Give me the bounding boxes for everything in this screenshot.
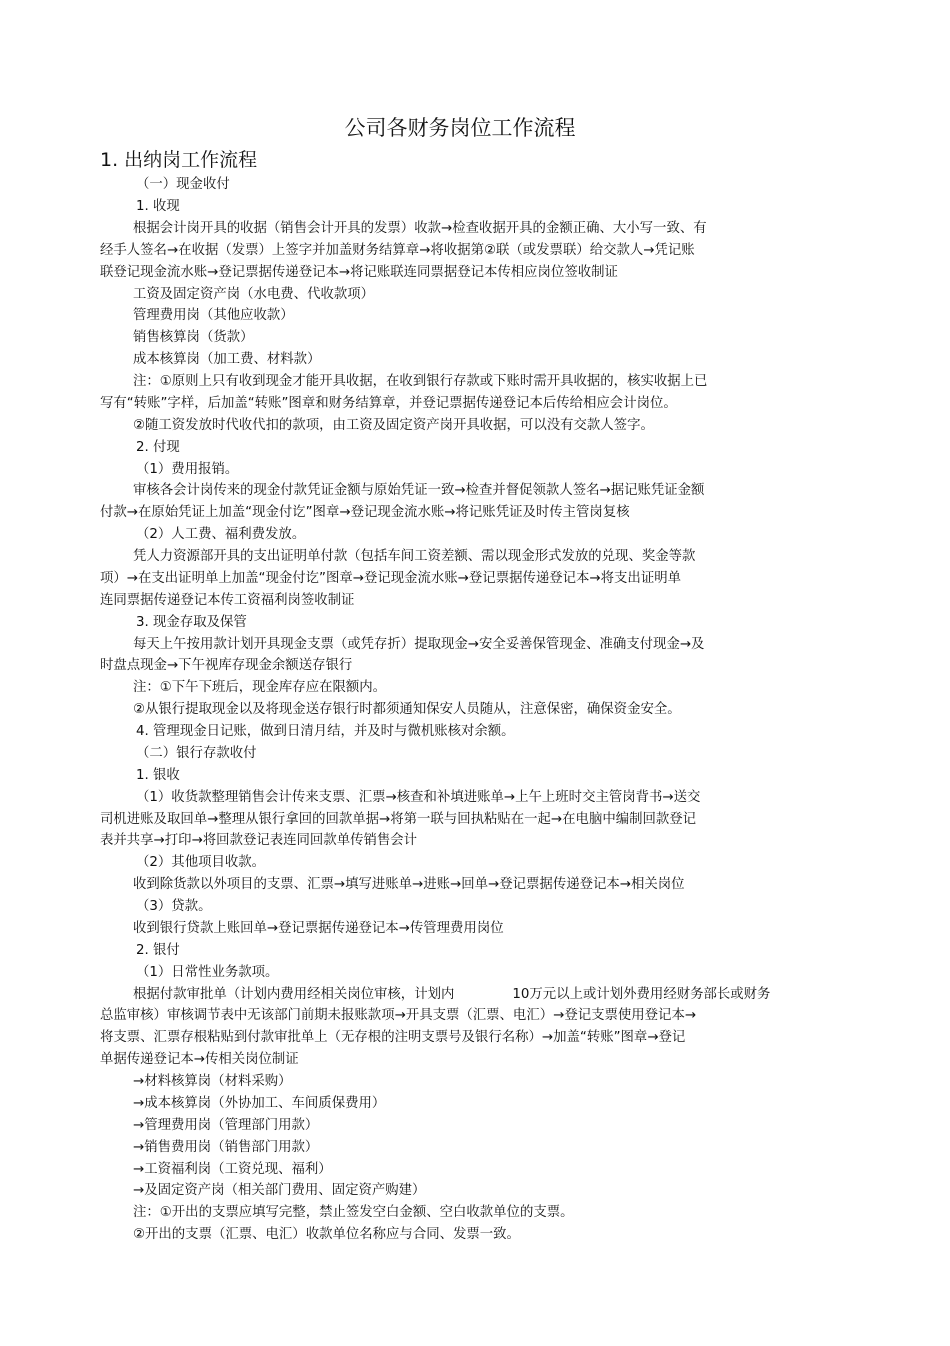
note-line: 注：①下午下班后，现金库存应在限额内。: [133, 680, 387, 695]
paragraph-line: 审核各会计岗传来的现金付款凭证金额与原始凭证一致→检查并督促领款人签名→据记账凭证金额: [133, 483, 705, 498]
paragraph-line: 项）→在支出证明单上加盖“现金付讫”图章→登记现金流水账→登记票据传递登记本→将支出证明单: [100, 571, 681, 586]
sub-item-heading: （3）贷款。: [136, 899, 212, 914]
item-heading: 4. 管理现金日记账，做到日清月结，并及时与微机账核对余额。: [136, 724, 515, 739]
paragraph-line: 时盘点现金→下午视库存现金余额送存银行: [100, 658, 353, 673]
paragraph-line: 联登记现金流水账→登记票据传递登记本→将记账联连同票据登记本传相应岗位签收制证: [100, 265, 618, 280]
paragraph-line: 凭人力资源部开具的支出证明单付款（包括车间工资差额、需以现金形式发放的兑现、奖金等款: [133, 549, 696, 564]
item-heading: 1. 银收: [136, 768, 180, 783]
item-heading: 1. 收现: [136, 199, 180, 214]
note-line: ②随工资发放时代收代扣的款项，由工资及固定资产岗开具收据，可以没有交款人签字。: [133, 418, 654, 433]
paragraph-line: 表并共享→打印→将回款登记表连同回款单传销售会计: [100, 833, 418, 848]
paragraph-line: （1）收货款整理销售会计传来支票、汇票→核查和补填进账单→上午上班时交主管岗背书→送交: [136, 790, 701, 805]
subsection-heading: （二）银行存款收付: [136, 746, 257, 761]
paragraph-line: 连同票据传递登记本传工资福利岗签收制证: [100, 593, 355, 608]
paragraph-line: 总监审核）审核调节表中无该部门前期未报账款项→开具支票（汇票、电汇）→登记支票使用登记本→: [100, 1008, 697, 1023]
item-heading: 3. 现金存取及保管: [136, 615, 247, 630]
note-line: 注：①原则上只有收到现金才能开具收据，在收到银行存款或下账时需开具收据的，核实收据上已: [133, 374, 708, 389]
paragraph-line: 成本核算岗（加工费、材料款）: [133, 352, 321, 367]
item-heading: 2. 银付: [136, 943, 180, 958]
list-item: →管理费用岗（管理部门用款）: [133, 1118, 319, 1133]
list-item: →销售费用岗（销售部门用款）: [133, 1140, 319, 1155]
paragraph-line: [133, 985, 770, 1005]
section-heading: 1. 出纳岗工作流程: [100, 149, 258, 171]
note-line: ②从银行提取现金以及将现金送存银行时都须通知保安人员随从，注意保密，确保资金安全。: [133, 702, 681, 717]
paragraph-line: 付款→在原始凭证上加盖“现金付讫”图章→登记现金流水账→将记账凭证及时传主管岗复核: [100, 505, 630, 520]
paragraph-segment: 根据付款审批单（计划内费用经相关岗位审核，计划内: [133, 987, 455, 1002]
sub-item-heading: （1）日常性业务款项。: [136, 965, 279, 980]
paragraph-line: 经手人签名→在收据（发票）上签字并加盖财务结算章→将收据第②联（或发票联）给交款人→凭记账: [100, 243, 695, 258]
paragraph-line: 管理费用岗（其他应收款）: [133, 308, 294, 323]
paragraph-line: 工资及固定资产岗（水电费、代收款项）: [133, 287, 375, 302]
paragraph-line: 收到除货款以外项目的支票、汇票→填写进账单→进账→回单→登记票据传递登记本→相关岗位: [133, 877, 685, 892]
paragraph-segment: 10万元以上或计划外费用经财务部长或财务: [512, 987, 771, 1002]
note-line: ②开出的支票（汇票、电汇）收款单位名称应与合同、发票一致。: [133, 1227, 520, 1242]
paragraph-line: 每天上午按用款计划开具现金支票（或凭存折）提取现金→安全妥善保管现金、准确支付现金→及: [133, 637, 705, 652]
list-item: →及固定资产岗（相关部门费用、固定资产购建）: [133, 1183, 426, 1198]
paragraph-line: 根据会计岗开具的收据（销售会计开具的发票）收款→检查收据开具的金额正确、大小写一致、有: [133, 221, 707, 236]
paragraph-line: 收到银行贷款上账回单→登记票据传递登记本→传管理费用岗位: [133, 921, 504, 936]
subsection-heading: （一）现金收付: [136, 177, 230, 192]
sub-item-heading: （2）其他项目收款。: [136, 855, 266, 870]
item-heading: 2. 付现: [136, 440, 180, 455]
list-item: →成本核算岗（外协加工、车间质保费用）: [133, 1096, 386, 1111]
paragraph-line: 司机进账及取回单→整理从银行拿回的回款单据→将第一联与回执粘贴在一起→在电脑中编制回款登记: [100, 812, 697, 827]
list-item: →材料核算岗（材料采购）: [133, 1074, 292, 1089]
paragraph-line: 销售核算岗（货款）: [133, 330, 254, 345]
paragraph-line: 将支票、汇票存根粘贴到付款审批单上（无存根的注明支票号及银行名称）→加盖“转账”图章→登记: [100, 1030, 686, 1045]
document-title: 公司各财务岗位工作流程: [344, 116, 576, 140]
paragraph-line: 单据传递登记本→传相关岗位制证: [100, 1052, 299, 1067]
list-item: →工资福利岗（工资兑现、福利）: [133, 1162, 332, 1177]
sub-item-heading: （2）人工费、福利费发放。: [136, 527, 306, 542]
sub-item-heading: （1）费用报销。: [136, 462, 239, 477]
note-line: 注：①开出的支票应填写完整，禁止签发空白金额、空白收款单位的支票。: [133, 1205, 574, 1220]
note-line: 写有“转账”字样，后加盖“转账”图章和财务结算章，并登记票据传递登记本后传给相应会计岗位。: [100, 396, 677, 411]
